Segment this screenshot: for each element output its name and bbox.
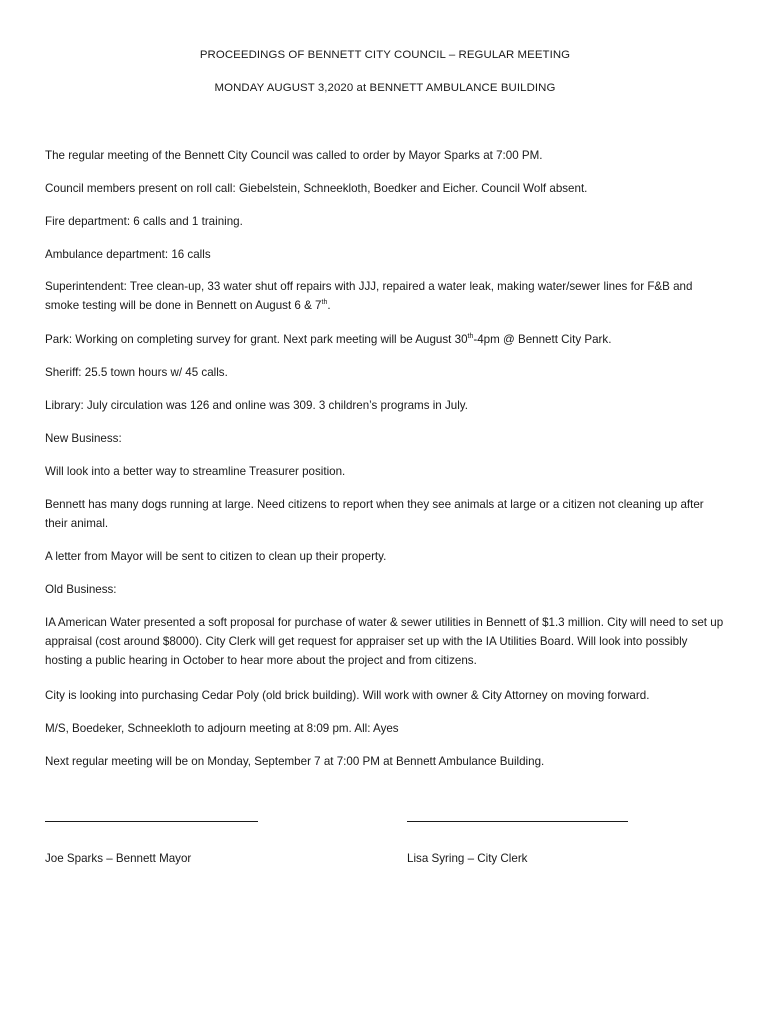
superintendent-text-end: . — [327, 299, 331, 312]
document-subtitle: MONDAY AUGUST 3,2020 at BENNETT AMBULANCE BUILDING — [214, 82, 556, 94]
next-meeting-paragraph: Next regular meeting will be on Monday, September 7 at 7:00 PM at Bennett Ambulance Building. — [45, 755, 545, 768]
superintendent-superscript: th — [321, 299, 328, 306]
park-text-end: -4pm @ Bennett City Park. — [473, 333, 612, 346]
dogs-paragraph: Bennett has many dogs running at large. Need citizens to report when they see animals at large or a citizen not cleaning up after their animal. — [45, 498, 704, 530]
adjourn-paragraph: M/S, Boedeker, Schneekloth to adjourn meeting at 8:09 pm. All: Ayes — [45, 722, 399, 735]
park-text: Park: Working on completing survey for grant. Next park meeting will be August 30 — [45, 333, 468, 346]
fire-department-paragraph: Fire department: 6 calls and 1 training. — [45, 215, 243, 228]
clerk-signature-name: Lisa Syring – City Clerk — [407, 852, 528, 865]
roll-call-paragraph: Council members present on roll call: Giebelstein, Schneekloth, Boedker and Eicher. Council Wolf absent. — [45, 182, 588, 195]
sheriff-paragraph: Sheriff: 25.5 town hours w/ 45 calls. — [45, 366, 228, 379]
ia-american-water-paragraph: IA American Water presented a soft proposal for purchase of water & sewer utilities in Bennett of $1.3 million. City will need to set up appraisal (cost around $8000). City Clerk will get request for appraiser set up with the IA Utilities Board. Will look into possibly hosting a public hearing in October to hear more about the project and from citizens. — [45, 616, 724, 667]
superintendent-paragraph — [45, 277, 725, 315]
letter-paragraph: A letter from Mayor will be sent to citizen to clean up their property. — [45, 550, 387, 563]
mayor-signature-name: Joe Sparks – Bennett Mayor — [45, 852, 192, 865]
document-title: PROCEEDINGS OF BENNETT CITY COUNCIL – REGULAR MEETING — [199, 49, 571, 61]
cedar-poly-paragraph: City is looking into purchasing Cedar Poly (old brick building). Will work with owner & City Attorney on moving forward. — [45, 689, 650, 702]
treasurer-paragraph: Will look into a better way to streamline Treasurer position. — [45, 465, 346, 478]
park-superscript: th — [467, 333, 474, 340]
new-business-heading: New Business: — [45, 432, 122, 445]
clerk-signature-line — [407, 821, 628, 822]
ambulance-department-paragraph: Ambulance department: 16 calls — [45, 248, 211, 261]
superintendent-text: Superintendent: Tree clean-up, 33 water shut off repairs with JJJ, repaired a water leak, making water/sewer lines for F&B and smoke testing will be done in Bennett on August 6 & 7 — [45, 280, 693, 312]
park-paragraph — [45, 330, 725, 349]
old-business-heading: Old Business: — [45, 583, 117, 596]
library-paragraph: Library: July circulation was 126 and online was 309. 3 children’s programs in July. — [45, 399, 468, 412]
mayor-signature-line — [45, 821, 258, 822]
call-to-order-paragraph: The regular meeting of the Bennett City Council was called to order by Mayor Sparks at 7:00 PM. — [45, 149, 543, 162]
